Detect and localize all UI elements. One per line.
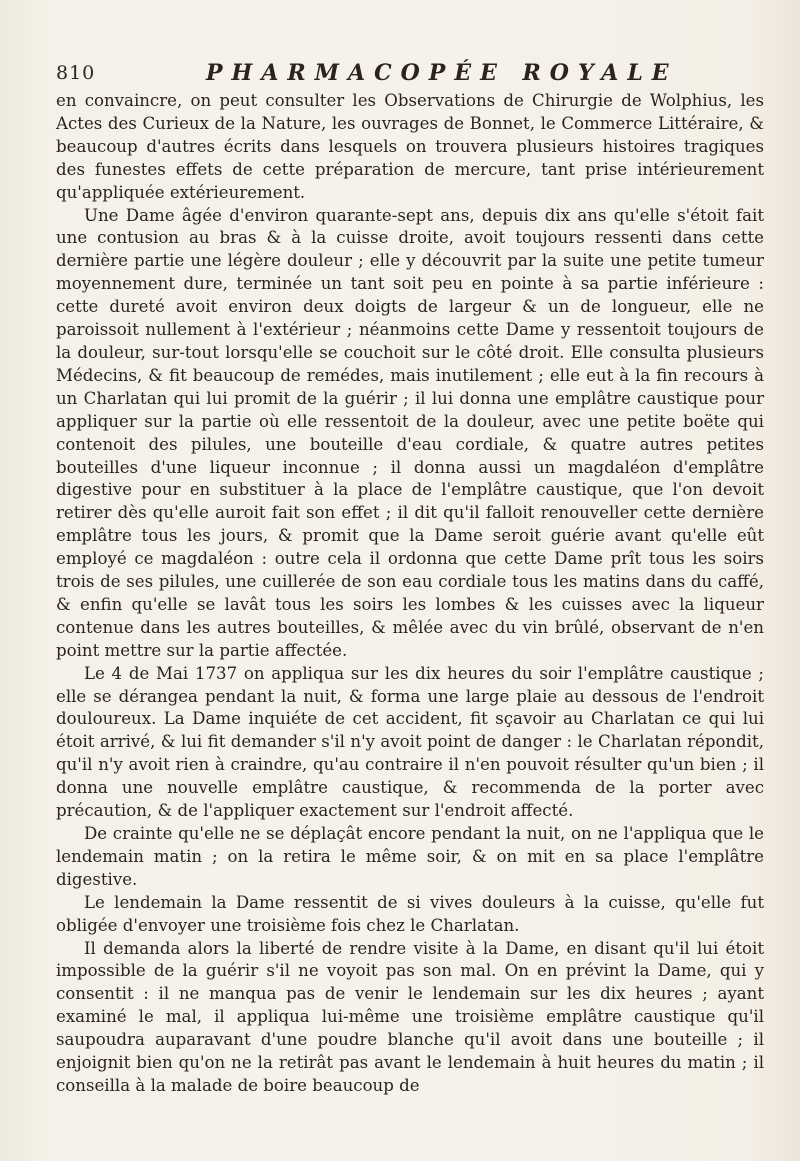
running-title: PHARMACOPÉE ROYALE [206,60,678,86]
page-number: 810 [56,62,96,84]
paragraph: en convaincre, on peut consulter les Observations de Chirurgie de Wolphius, les Actes des Curieux de la Nature, les ouvrages de Bonnet, le Commerce Littéraire, & beaucoup d'autres écrits dans lesquels on trouvera plusieurs histoires tragiques des funestes effets de cette préparation de mercure, tant prise intérieurement qu'appliquée extérieurement. [56,91,764,202]
paragraph: De crainte qu'elle ne se déplaçât encore pendant la nuit, on ne l'appliqua que le lendemain matin ; on la retira le même soir, & on mit en sa place l'emplâtre digestive. [56,824,764,889]
paragraph: Une Dame âgée d'environ quarante-sept ans, depuis dix ans qu'elle s'étoit fait une contusion au bras & à la cuisse droite, avoit toujours ressenti dans cette dernière partie une légère douleur ; elle y découvrit par la suite une petite tumeur moyennement dure, terminée un tant soit peu en pointe à sa partie inférieure : cette dureté avoit environ deux doigts de largeur & un de longueur, elle ne paroissoit nullement à l'extérieur ; néanmoins cette Dame y ressentoit toujours de la douleur, sur-tout lorsqu'elle se couchoit sur le côté droit. Elle consulta plusieurs Médecins, & fit beaucoup de remédes, mais inutilement ; elle eut à la fin recours à un Charlatan qui lui promit de la guérir ; il lui donna une emplâtre caustique pour appliquer sur la partie où elle ressentoit de la douleur, avec une petite boëte qui contenoit des pilules, une bouteille d'eau cordiale, & quatre autres petites bouteilles d'une liqueur inconnue ; il donna aussi un magdaléon d'emplâtre digestive pour en substituer à la place de l'emplâtre caustique, que l'on devoit retirer dès qu'elle auroit fait son effet ; il dit qu'il falloit renouveller cette dernière emplâtre tous les jours, & promit que la Dame seroit guérie avant qu'elle eût employé ce magdaléon : outre cela il ordonna que cette Dame prît tous les soirs trois de ses pilules, une cuillerée de son eau cordiale tous les matins dans du caffé, & enfin qu'elle se lavât tous les soirs les lombes & les cuisses avec la liqueur contenue dans les autres bouteilles, & mêlée avec du vin brûlé, observant de n'en point mettre sur la partie affectée. [56,205,764,660]
body-text [56,90,764,1098]
paragraph: Il demanda alors la liberté de rendre visite à la Dame, en disant qu'il lui étoit impossible de la guérir s'il ne voyoit pas son mal. On en prévint la Dame, qui y consentit : il ne manqua pas de venir le lendemain sur les dix heures ; ayant examiné le mal, il appliqua lui-même une troisième emplâtre caustique qu'il saupoudra auparavant d'une poudre blanche qu'il avoit dans une bouteille ; il enjoignit bien qu'on ne la retirât pas avant le lendemain à huit heures du matin ; il conseilla à la malade de boire beaucoup de [56,938,764,1095]
paragraph: Le lendemain la Dame ressentit de si vives douleurs à la cuisse, qu'elle fut obligée d'envoyer une troisième fois chez le Charlatan. [56,892,764,935]
paragraph: Le 4 de Mai 1737 on appliqua sur les dix heures du soir l'emplâtre caustique ; elle se dérangea pendant la nuit, & forma une large plaie au dessous de l'endroit douloureux. La Dame inquiéte de cet accident, fit sçavoir au Charlatan ce qui lui étoit arrivé, & lui fit demander s'il n'y avoit point de danger : le Charlatan répondit, qu'il n'y avoit rien à craindre, qu'au contraire il n'en pouvoit résulter qu'un bien ; il donna une nouvelle emplâtre caustique, & recommenda de la porter avec précaution, & de l'appliquer exactement sur l'endroit affecté. [56,663,764,821]
